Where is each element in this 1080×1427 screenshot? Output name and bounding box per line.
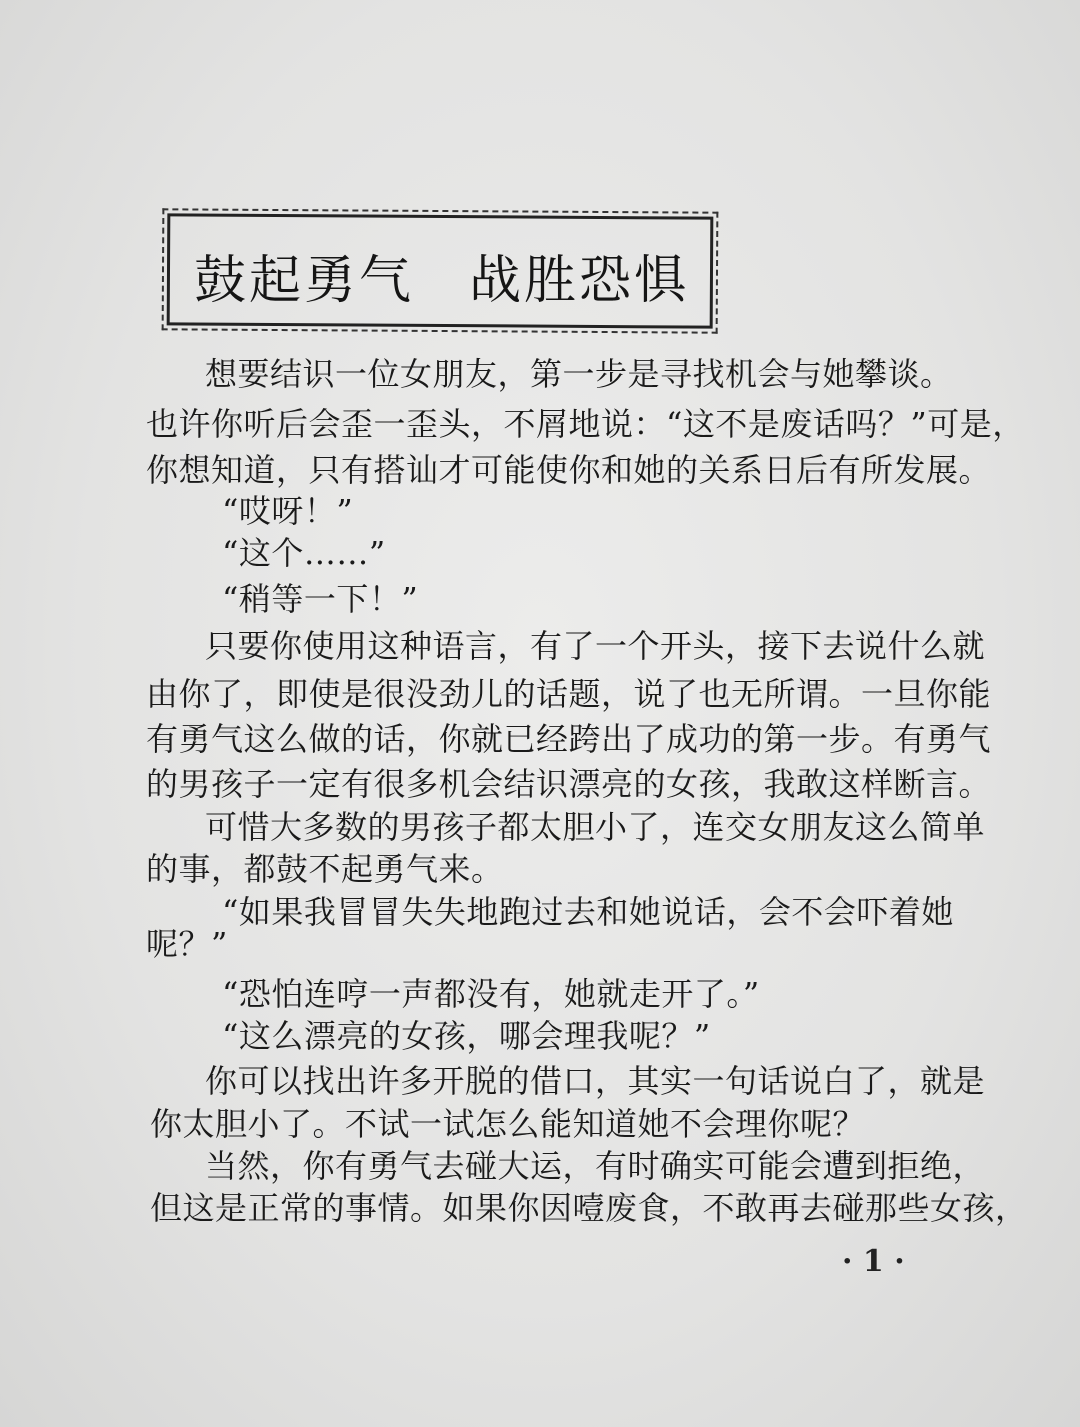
text-line: 由你了，即使是很没劲儿的话题，说了也无所谓。一旦你能 [146, 675, 992, 713]
text-line: 也许你听后会歪一歪头，不屑地说：“这不是废话吗？”可是， [146, 405, 1025, 443]
text-line: “这么漂亮的女孩，哪会理我呢？” [222, 1017, 711, 1055]
text-line: “恐怕连哼一声都没有，她就走开了。” [222, 975, 760, 1013]
text-line: 你太胆小了。不试一试怎么能知道她不会理你呢？ [150, 1105, 866, 1143]
text-line: 你可以找出许多开脱的借口，其实一句话说白了，就是 [205, 1062, 986, 1100]
text-line: 想要结识一位女朋友，第一步是寻找机会与她攀谈。 [205, 355, 953, 393]
page-number: · 1 · [842, 1244, 905, 1279]
text-line: 只要你使用这种语言，有了一个开头，接下去说什么就 [205, 627, 986, 665]
text-line: “稍等一下！” [222, 580, 419, 618]
text-line: 可惜大多数的男孩子都太胆小了，连交女朋友这么简单 [205, 808, 986, 846]
text-line: 的事，都鼓不起勇气来。 [146, 850, 504, 888]
text-line: 有勇气这么做的话，你就已经跨出了成功的第一步。有勇气 [146, 720, 992, 758]
text-line: 呢？” [146, 925, 228, 963]
text-line: 的男孩子一定有很多机会结识漂亮的女孩，我敢这样断言。 [146, 765, 992, 803]
text-line: “这个……” [222, 534, 386, 572]
text-line: “如果我冒冒失失地跑过去和她说话，会不会吓着她 [222, 893, 954, 931]
text-line: 你想知道，只有搭讪才可能使你和她的关系日后有所发展。 [146, 451, 992, 489]
text-line: “哎呀！” [222, 492, 354, 530]
chapter-title: 鼓起勇气 战胜恐惧 [194, 251, 690, 311]
text-line: 但这是正常的事情。如果你因噎废食，不敢再去碰那些女孩， [150, 1189, 1028, 1227]
text-line: 当然，你有勇气去碰大运，有时确实可能会遭到拒绝， [205, 1147, 986, 1185]
